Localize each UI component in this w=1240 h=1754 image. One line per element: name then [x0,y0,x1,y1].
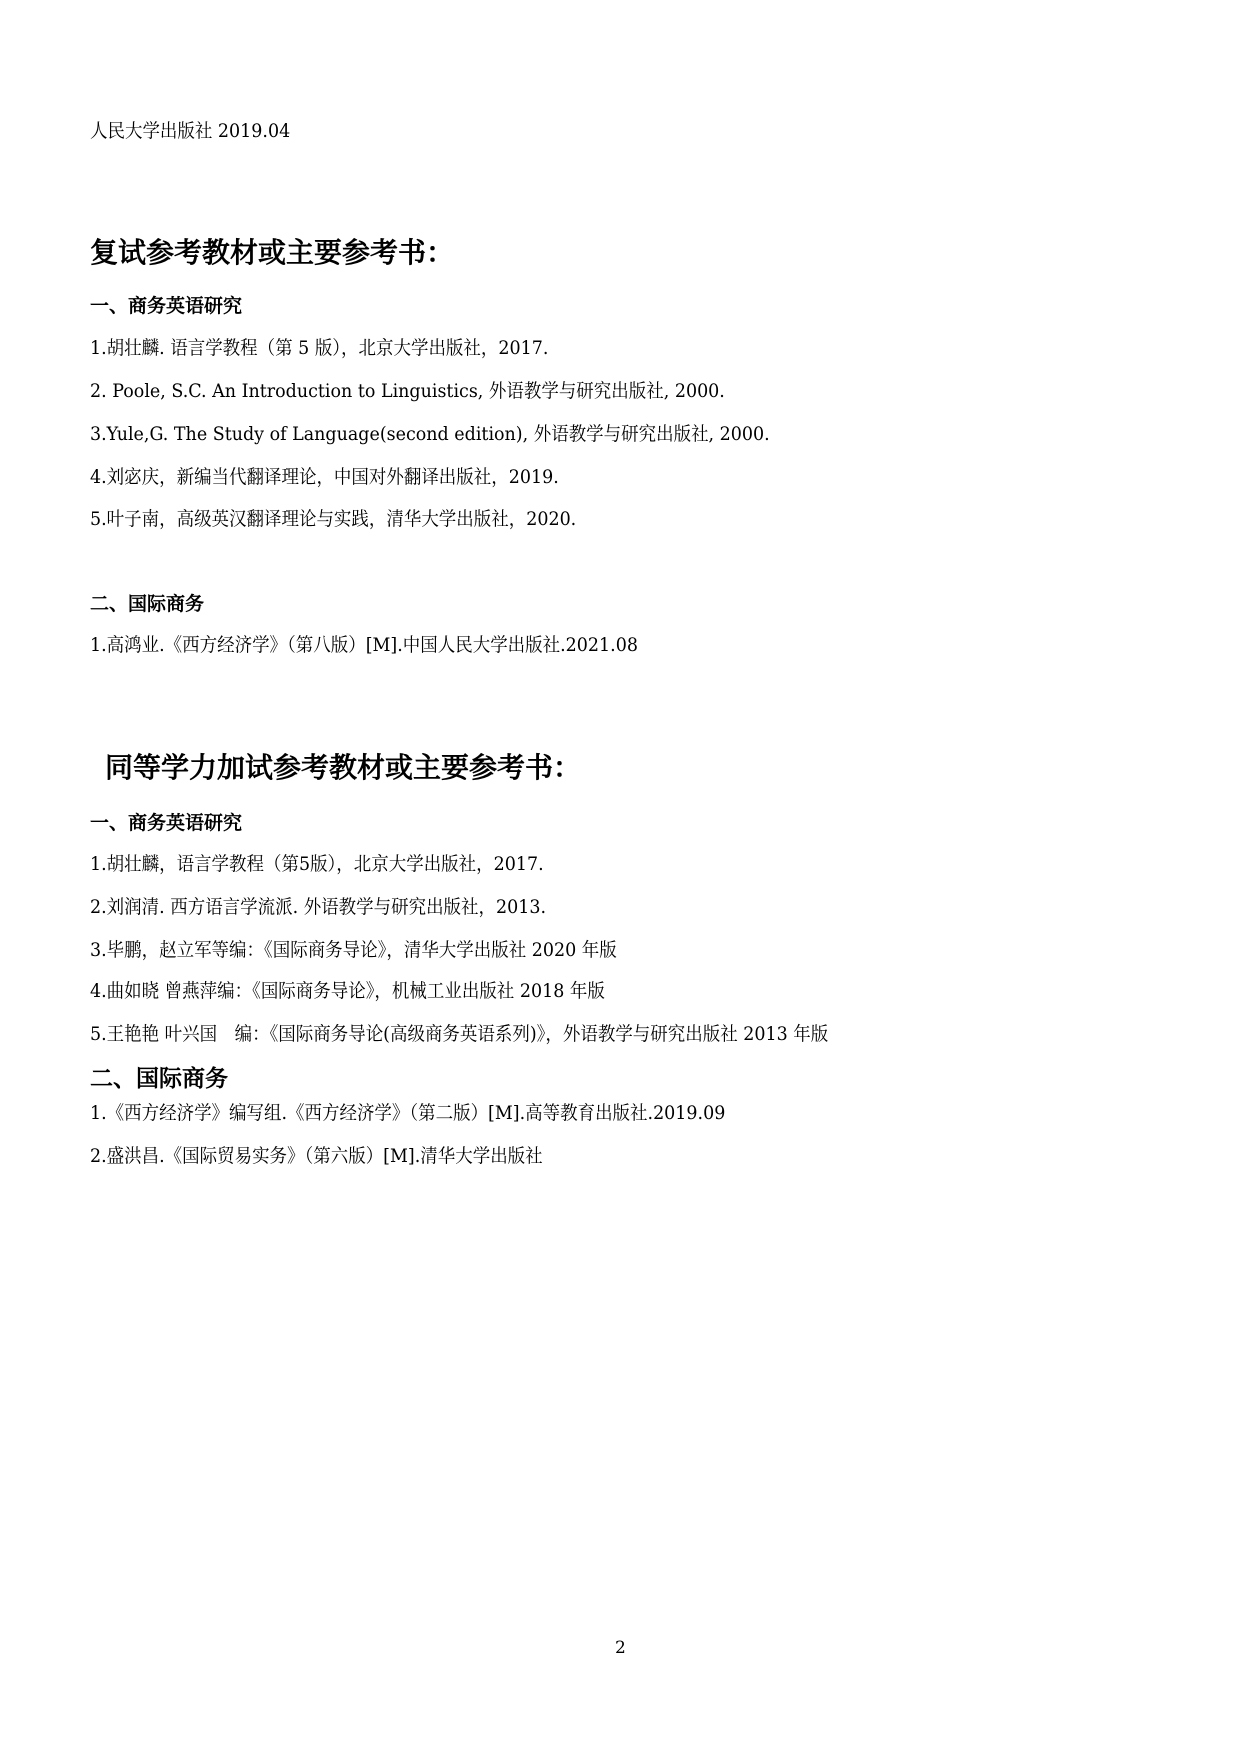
section-title-retest: 复试参考教材或主要参考书： [90,236,455,269]
reference-item: 1.胡壮麟，语言学教程（第5版），北京大学出版社，2017. [90,853,544,875]
reference-item: 4.刘宓庆，新编当代翻译理论，中国对外翻译出版社，2019. [90,466,559,488]
group-heading: 一、商务英语研究 [90,812,243,834]
page-number: 2 [615,1638,626,1658]
reference-item: 1.《西方经济学》编写组.《西方经济学》（第二版）[M].高等教育出版社.2019.09 [90,1102,726,1124]
reference-item: 4.曲如晓 曾燕萍编：《国际商务导论》，机械工业出版社 2018 年版 [90,980,605,1002]
reference-item: 2. Poole, S.C. An Introduction to Linguistics, 外语教学与研究出版社, 2000. [90,380,725,402]
reference-item: 3.毕鹏，赵立军等编：《国际商务导论》，清华大学出版社 2020 年版 [90,939,617,961]
group-heading: 一、商务英语研究 [90,295,243,317]
reference-item: 5.王艳艳 叶兴国 编：《国际商务导论(高级商务英语系列)》，外语教学与研究出版社 2013 年版 [90,1023,829,1045]
reference-item: 1.胡壮麟. 语言学教程（第 5 版），北京大学出版社，2017. [90,337,549,359]
continuation-line: 人民大学出版社 2019.04 [90,120,291,142]
group-heading: 二、国际商务 [90,1066,228,1092]
section-title-equivalent: 同等学力加试参考教材或主要参考书： [105,751,582,784]
reference-item: 2.刘润清. 西方语言学流派. 外语教学与研究出版社，2013. [90,896,547,918]
reference-item: 2.盛洪昌.《国际贸易实务》（第六版）[M].清华大学出版社 [90,1145,543,1167]
reference-item: 1.高鸿业.《西方经济学》（第八版）[M].中国人民大学出版社.2021.08 [90,634,638,656]
group-heading: 二、国际商务 [90,593,205,615]
reference-item: 3.Yule,G. The Study of Language(second edition), 外语教学与研究出版社, 2000. [90,423,770,445]
reference-item: 5.叶子南，高级英汉翻译理论与实践，清华大学出版社，2020. [90,508,577,530]
